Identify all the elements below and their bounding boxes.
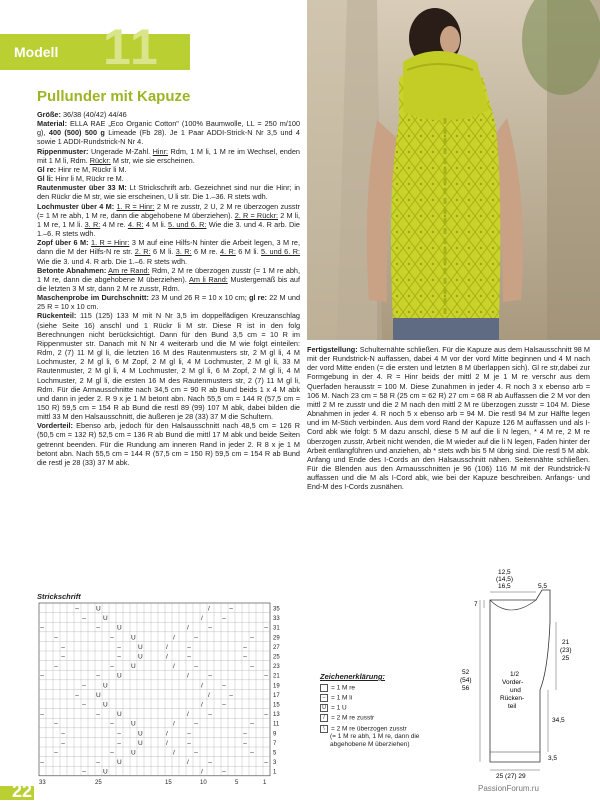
chart-symbol: – — [187, 643, 191, 651]
chart-symbol: – — [194, 749, 198, 757]
chart-symbol: / — [166, 739, 168, 747]
knitting-chart — [37, 601, 297, 786]
chart-symbol: U — [117, 624, 122, 632]
chart-symbol: – — [110, 720, 114, 728]
page-number: 22 — [12, 781, 33, 801]
chart-symbol: / — [166, 653, 168, 661]
chart-symbol: – — [117, 730, 121, 738]
schema-height-1: 52 — [462, 669, 470, 676]
schema-rib: 3,5 — [548, 755, 558, 762]
chart-row-label: 35 — [273, 606, 280, 613]
instructions-right-column — [307, 345, 590, 492]
schema-piece-2: Vorder- — [502, 679, 524, 686]
chart-symbol: – — [117, 739, 121, 747]
chart-symbol: U — [103, 768, 108, 776]
chart-symbol: U — [138, 653, 143, 661]
cable-paragraph: Zopf über 6 M: 1. R = Hinr: 3 M auf eine Hilfs-N hinter die Arbeit legen, 3 M re, dann die M der Hilfs-N re str. 2. R: 6 M li. 3. R: 6 M re. 4. R: 6 M li. 5. und 6. R: Wie die 3. und 4. R arb. Die 1.–6. R stets wdh. — [37, 238, 301, 266]
chart-symbol: U — [117, 711, 122, 719]
chart-row-label: 15 — [273, 702, 280, 709]
chart-column-label: 33 — [39, 779, 46, 786]
chart-symbol: – — [61, 643, 65, 651]
chart-symbol: – — [264, 624, 268, 632]
chart-symbol: – — [117, 653, 121, 661]
chart-symbol: U — [103, 682, 108, 690]
chart-symbol: – — [54, 634, 58, 642]
chart-row-label: 33 — [273, 616, 280, 623]
schema-piece-3: und — [510, 687, 521, 694]
chart-row-label: 25 — [273, 654, 280, 661]
chart-symbol: / — [201, 682, 203, 690]
chart-symbol: – — [208, 672, 212, 680]
chart-symbol: – — [222, 682, 226, 690]
chart-symbol: – — [250, 720, 254, 728]
chart-symbol: – — [208, 624, 212, 632]
instructions-left-column — [37, 110, 300, 467]
chart-symbol: – — [229, 605, 233, 613]
material-paragraph: Material: ELLA RAE „Eco Organic Cotton" (100% Baumwolle, LL = 250 m/100 g), 400 (500) 500 g Limeade (Fb 28). Je 1 Paar ADDI-Strick-N Nr 3,5 und 4 sowie 1 ADDI-Rundstrick-N Nr 4. — [37, 119, 300, 147]
garment-schematic — [440, 569, 590, 780]
schema-armhole-3: 25 — [562, 655, 570, 662]
chart-symbol: – — [243, 643, 247, 651]
chart-symbol: U — [131, 749, 136, 757]
modell-number: 11 — [103, 19, 160, 75]
chart-symbol: U — [117, 672, 122, 680]
schema-armhole-2: (23) — [560, 647, 572, 654]
schema-top-right: 5,5 — [538, 583, 548, 590]
chart-symbol: – — [222, 701, 226, 709]
size-paragraph: Größe: 36/38 (40/42) 44/46 — [37, 110, 127, 119]
schema-height-3: 56 — [462, 685, 470, 692]
watermark: PassionForum.ru — [478, 784, 539, 793]
chart-row-label: 19 — [273, 683, 280, 690]
chart-symbol: – — [82, 615, 86, 623]
chart-symbol: / — [173, 720, 175, 728]
chart-column-label: 15 — [165, 779, 172, 786]
schema-side: 34,5 — [552, 717, 565, 724]
chart-symbol: – — [82, 682, 86, 690]
chart-symbol: U — [131, 663, 136, 671]
chart-symbol: – — [110, 634, 114, 642]
chart-row-label: 29 — [273, 635, 280, 642]
chart-column-label: 5 — [235, 779, 239, 786]
chart-symbol: – — [264, 711, 268, 719]
legend-title: Zeichenerklärung: — [320, 672, 386, 681]
chart-symbol: – — [40, 624, 44, 632]
chart-symbol: U — [117, 759, 122, 767]
chart-symbol: – — [250, 634, 254, 642]
chart-symbol: – — [82, 701, 86, 709]
chart-symbol: – — [61, 730, 65, 738]
decreases-paragraph: Betonte Abnahmen: Am re Rand: Rdm, 2 M re überzogen zusstr (= 1 M re abh, 1 M re, dann die abgehobene M überziehen). Am li Rand: Mustergemäß bis auf die letzten 3 M str, dann 2 M re zusstr, Rdm. — [37, 265, 300, 293]
chart-symbol: – — [208, 711, 212, 719]
chart-symbol: – — [40, 672, 44, 680]
chart-row-label: 27 — [273, 644, 280, 651]
schema-armhole-1: 21 — [562, 639, 570, 646]
chart-title: Strickschrift — [37, 592, 81, 601]
chart-symbol: – — [222, 768, 226, 776]
chart-symbol: / — [187, 624, 189, 632]
schema-width: 25 (27) 29 — [496, 773, 526, 780]
legend-item: – = 1 M li — [320, 694, 352, 703]
chart-row-label: 9 — [273, 731, 277, 738]
chart-symbol: – — [75, 691, 79, 699]
chart-symbol: – — [54, 720, 58, 728]
chart-symbol: – — [208, 759, 212, 767]
schema-piece-4: Rücken- — [500, 695, 525, 702]
sweater-photo — [307, 0, 600, 340]
chart-row-label: 3 — [273, 760, 277, 767]
chart-symbol: U — [138, 643, 143, 651]
chart-symbol: – — [110, 749, 114, 757]
chart-row-label: 5 — [273, 750, 277, 757]
legend-item: / = 2 M re zusstr — [320, 714, 374, 723]
chart-symbol: – — [194, 634, 198, 642]
legend-item: U = 1 U — [320, 704, 347, 713]
chart-symbol: – — [117, 643, 121, 651]
chart-symbol: U — [131, 634, 136, 642]
chart-symbol: – — [264, 759, 268, 767]
schematic-drawing — [440, 569, 590, 780]
schema-top-2: (14,5) — [496, 576, 513, 583]
chart-symbol: – — [75, 605, 79, 613]
chart-symbol: U — [131, 720, 136, 728]
gauge-paragraph: Maschenprobe im Durchschnitt: 23 M und 26 R = 10 x 10 cm; gl re: 22 M und 25 R = 10 x 10 cm. — [37, 293, 301, 312]
finishing-paragraph: Fertigstellung: Schulternähte schließen. Für die Kapuze aus dem Halsausschnitt 98 M mit der Rundstrick-N auffassen, dabei 4 M vor der vord Mitte beginnen und 4 M nach der vord Mitte enden (= die ersten und letzten 8 M überlappen sich). Gl re str,dabei zur Formgebung in der 4. R = Hinr beids der mittl 2 M je 1 M re verschr aus dem Querfaden herausstr = 100 M. Diese Zunahmen in jeder 4. R noch 3 x ebenso arb = 106 M. Nach 23 cm = 58 R (25 cm = 62 R) 27 cm = 68 R ab Auffassen die 2 M vor den mittl 2 M re zusstr und die 2 M nach den mittl 2 M re überzogen zusstr = 104 M. Diese Abnahmen in jeder 4. R noch 5 x ebenso arb = 94 M. Die restl 94 M zur Hälfte legen und im M-Stich verbinden. Aus dem vord Rand der Kapuze 126 M auffassen und als I-Cord abk wie folgt: 5 M dazu anschl, diese 5 M auf die li N legen, * 4 M re, 2 M re überzogen zusstr, Arbeit nicht wenden, die M wieder auf die li N legen, Faden hinter der Arbeit entlangführen und anziehen, ab * stets wdh bis 5 M übrig sind. Die restl 5 M abk. Anfang und Ende des I-Cords an den Halsausschnitt nähen. Seitennähte schließen. Für die Blenden aus den Armausschnitten je 96 (106) 116 M mit der Rundstrick-N auffassen und die M als I-Cord abk, wie bei der Kapuze beschreiben. Anfangs- und End-M des I-Cords zusnähen. — [307, 345, 590, 492]
chart-symbol: – — [96, 672, 100, 680]
chart-symbol: / — [166, 643, 168, 651]
chart-symbol: – — [243, 739, 247, 747]
chart-row-label: 1 — [273, 769, 277, 776]
chart-column-label: 10 — [200, 779, 207, 786]
schema-piece-1: 1/2 — [510, 671, 520, 678]
legend-item: \ = 2 M re überzogen zusstr — [320, 725, 407, 734]
chart-symbol: – — [61, 653, 65, 661]
chart-symbol: U — [138, 739, 143, 747]
chart-symbol: – — [96, 624, 100, 632]
chart-symbol: – — [264, 672, 268, 680]
chart-row-label: 17 — [273, 692, 280, 699]
chart-symbol: / — [201, 701, 203, 709]
chart-symbol: – — [54, 663, 58, 671]
stockinette-paragraph: Gl re: Hinr re M, Rückr li M. — [37, 164, 127, 174]
back-paragraph: Rückenteil: 115 (125) 133 M mit N Nr 3,5 im doppelfädigen Kreuzanschlag (siehe Seite 16) anschl und 1 Rückr li M str. Diese R ist in den folg Berechnungen nicht berücksichtigt. Dann für den Bund 3,5 cm = 10 R im Rippenmuster str. Danach mit N Nr 4 weiterarb und die M wie folgt einteilen: Rdm, 2 (7) 11 M gl li, die letzten 16 M des Rautenmusters str, 2 M gl li, 4 M Lochmuster, 2 M gl li, 6 M Zopf, 2 M gl li, 4 M Lochmuster, 2 M gl li, 33 M Rautenmuster, 2 M gl li, 4 M Lochmuster, 2 M gl li, 6 M Zopf, 2 M gl li, 4 M Lochmuster, 2 M gl li, die ersten 16 M des Rautenmusters str, 2 (7) 11 M gl li, Rdm. Für die Armausschnitte nach 34,5 cm = 90 R ab Bund beids 1 x 4 M abk und dann in jeder 2. R 9 x je 1 M betont abn. Nach 55,5 cm = 144 R (57,5 cm = 150 R) 59,5 cm = 154 R ab Bund die restl 89 (99) 107 M abk, dabei bilden die mittl 33 M den Halsausschnitt, die äußeren je 28 (33) 37 M die Schultern. — [37, 311, 300, 422]
chart-symbol: – — [40, 759, 44, 767]
chart-symbol: / — [208, 691, 210, 699]
chart-row-label: 21 — [273, 673, 280, 680]
chart-symbol: / — [187, 711, 189, 719]
chart-row-label: 7 — [273, 740, 277, 747]
chart-symbol: – — [54, 749, 58, 757]
chart-row-label: 31 — [273, 625, 280, 632]
chart-symbol: – — [61, 739, 65, 747]
chart-column-label: 1 — [263, 779, 267, 786]
chart-symbol: – — [222, 615, 226, 623]
chart-symbol: – — [96, 711, 100, 719]
legend-item: = 1 M re — [320, 684, 355, 693]
chart-symbol: / — [187, 672, 189, 680]
schema-piece-5: teil — [508, 703, 517, 710]
chart-row-label: 11 — [273, 721, 280, 728]
legend-item-note: abgehobene M überziehen) — [330, 741, 410, 748]
lace-pattern-paragraph: Lochmuster über 4 M: 1. R = Hinr: 2 M re zusstr, 2 U, 2 M re überzogen zusstr (= 1 M re abh, 1 M re, dann die abgehobene M überziehen). 2. R = Rückr: 2 M li, 1 M re, 1 M li. 3. R: 4 M re. 4. R: 4 M li. 5. und 6. R: Wie die 3. und 4. R arb. Die 1.–6. R stets wdh. — [37, 201, 300, 239]
chart-symbol: / — [187, 759, 189, 767]
chart-symbol: U — [138, 730, 143, 738]
chart-symbol: – — [243, 730, 247, 738]
legend-item-note: (= 1 M re abh, 1 M re, dann die — [330, 733, 420, 740]
schema-top-1: 12,5 — [498, 569, 511, 576]
diamond-pattern-paragraph: Rautenmuster über 33 M: Lt Strickschrift arb. Gezeichnet sind nur die Hinr; in den Rückr die M str, wie sie erscheinen, U li str. Die 1.–36. R stets wdh. — [37, 183, 300, 202]
chart-symbol: / — [201, 768, 203, 776]
chart-symbol: U — [103, 701, 108, 709]
chart-symbol: / — [173, 663, 175, 671]
reverse-stockinette-paragraph: Gl li: Hinr li M, Rückr re M. — [37, 174, 124, 184]
chart-row-label: 13 — [273, 712, 280, 719]
chart-symbol: – — [187, 653, 191, 661]
page-title: Pullunder mit Kapuze — [37, 88, 191, 105]
chart-symbol: U — [96, 691, 101, 699]
chart-symbol: / — [166, 730, 168, 738]
chart-row-label: 23 — [273, 664, 280, 671]
sweater-photo-illustration — [307, 0, 600, 340]
rib-pattern-paragraph: Rippenmuster: Ungerade M-Zahl. Hinr: Rdm, 1 M li, 1 M re im Wechsel, enden mit 1 M li, Rdm. Rückr: M str, wie sie erscheinen. — [37, 146, 300, 165]
chart-symbol: – — [110, 663, 114, 671]
chart-symbol: – — [187, 739, 191, 747]
chart-symbol: – — [187, 730, 191, 738]
chart-symbol: U — [103, 615, 108, 623]
knitting-chart-grid — [37, 601, 297, 786]
chart-symbol: – — [250, 663, 254, 671]
chart-symbol: / — [208, 605, 210, 613]
chart-symbol: – — [40, 711, 44, 719]
chart-symbol: – — [250, 749, 254, 757]
chart-symbol: / — [173, 749, 175, 757]
modell-label: Modell — [14, 44, 59, 60]
schema-height-2: (54) — [460, 677, 472, 684]
chart-symbol: / — [173, 634, 175, 642]
front-paragraph: Vorderteil: Ebenso arb, jedoch für den Halsausschnitt nach 48,5 cm = 126 R (50,5 cm = 132 R) 52,5 cm = 136 R ab Bund die mittl 17 M abk und beide Seiten getrennt beenden. Für die Rundung am inneren Rand in jeder 2. R 8 x je 1 M betont abn. Nach 55,5 cm = 144 R (57,5 cm = 150 R) 59,5 cm = 154 R ab Bund die restl je 28 (33) 37 M abk. — [37, 421, 300, 467]
chart-symbol: – — [194, 720, 198, 728]
chart-column-label: 25 — [95, 779, 102, 786]
schema-top-3: 16,5 — [498, 583, 511, 590]
chart-symbol: / — [201, 615, 203, 623]
chart-symbol: – — [82, 768, 86, 776]
chart-symbol: – — [96, 759, 100, 767]
chart-symbol: – — [229, 691, 233, 699]
chart-symbol: – — [243, 653, 247, 661]
schema-left-top: 7 — [474, 601, 478, 608]
chart-symbol: – — [194, 663, 198, 671]
chart-symbol: U — [96, 605, 101, 613]
